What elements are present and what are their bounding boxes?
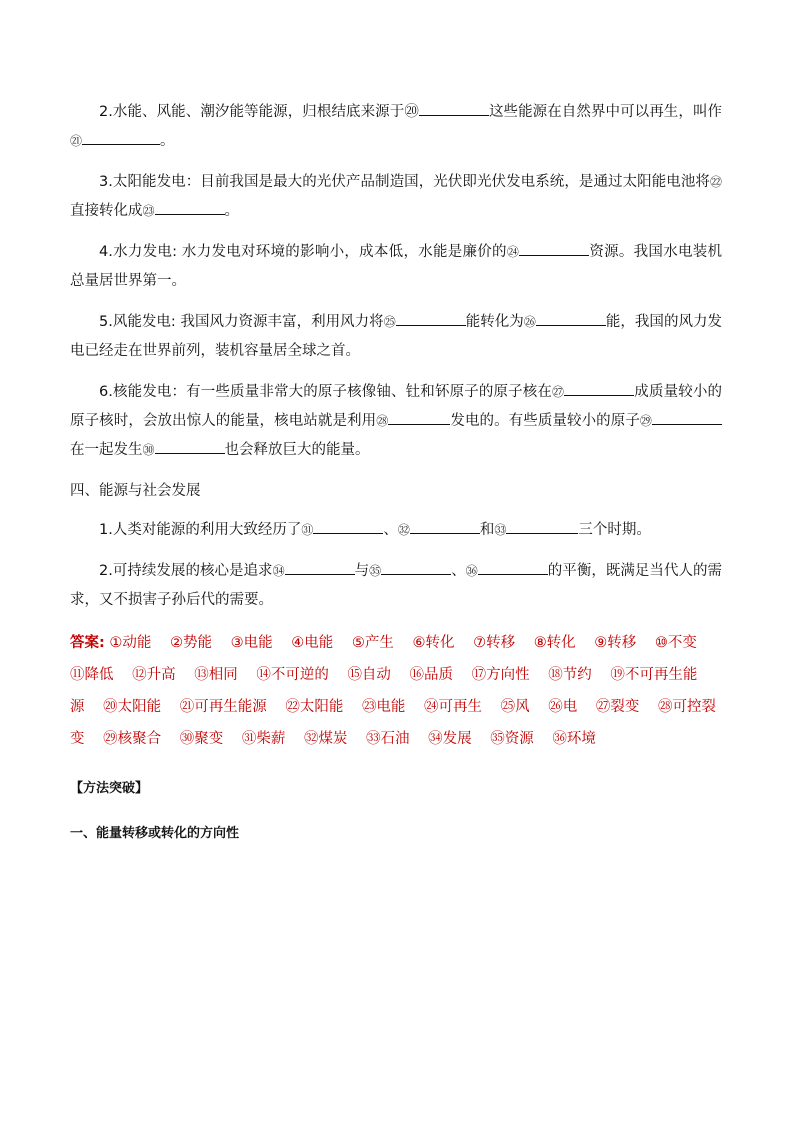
- answer-item: ㉚聚变: [179, 731, 224, 747]
- text: 能转化为: [465, 314, 524, 330]
- method-title: 【方法突破】: [70, 781, 149, 796]
- answer-block: [70, 627, 722, 755]
- answer-item: ㉑可再生能源: [179, 699, 267, 715]
- answer-item: ⑧转化: [533, 635, 576, 651]
- text: 5.风能发电: 我国风力资源丰富，利用风力将: [99, 314, 384, 330]
- fill-blank[interactable]: [506, 519, 578, 534]
- circle-number: ㉝: [494, 523, 507, 537]
- paragraph-5: [70, 308, 722, 366]
- circle-number: ㉖: [523, 315, 536, 329]
- text: 也会释放巨大的能量。: [224, 442, 370, 458]
- answer-item: ①动能: [109, 635, 152, 651]
- answer-item: ⑬相同: [194, 667, 238, 683]
- paragraph-2: [70, 98, 722, 156]
- answer-item: ③电能: [230, 635, 273, 651]
- text: 2.可持续发展的核心是追求: [99, 563, 273, 579]
- circle-number: ㉛: [301, 523, 314, 537]
- text: 、: [383, 522, 398, 538]
- paragraph-6: [70, 378, 722, 465]
- answer-item: ⑮自动: [347, 667, 391, 683]
- text: 。: [160, 133, 175, 149]
- fill-blank[interactable]: [313, 519, 383, 534]
- text: 4.水力发电: 水力发电对环境的影响小，成本低，水能是廉价的: [99, 244, 507, 260]
- text: 6.核能发电：有一些质量非常大的原子核像铀、钍和钚原子的原子核在: [99, 384, 553, 400]
- fill-blank[interactable]: [564, 381, 634, 396]
- fill-blank[interactable]: [285, 560, 355, 575]
- text: 在一起发生: [70, 442, 143, 458]
- fill-blank[interactable]: [652, 410, 722, 425]
- fill-blank[interactable]: [381, 560, 451, 575]
- answer-item: ㉝石油: [366, 731, 410, 747]
- text: 三个时期。: [578, 522, 651, 538]
- text: 发电的。有些质量较小的原子: [450, 413, 640, 429]
- fill-blank[interactable]: [519, 241, 589, 256]
- circle-number: ⑳: [404, 104, 419, 120]
- circle-number: ㉗: [552, 385, 565, 399]
- fill-blank[interactable]: [155, 200, 225, 215]
- text: 直接转化成: [70, 203, 143, 219]
- answer-item: ⑯品质: [409, 667, 454, 683]
- answer-item: ⑩不变: [654, 635, 697, 651]
- text: 资源。我国水电装机总量居世界第一。: [70, 244, 722, 289]
- answer-item: ㉗裂变: [595, 699, 640, 715]
- answer-item: ㉕风: [500, 699, 530, 715]
- answer-item: ⑳太阳能: [103, 699, 162, 715]
- answer-item: ㉔可再生: [424, 699, 483, 715]
- circle-number: ㉘: [376, 414, 389, 428]
- circle-number: ㉑: [70, 134, 83, 148]
- document-page: [70, 98, 722, 841]
- paragraph-4-1: [70, 516, 722, 545]
- answer-item: ㉜煤炭: [303, 731, 348, 747]
- answer-item: ㉟资源: [490, 731, 534, 747]
- answer-item: ㉖电: [548, 699, 578, 715]
- fill-blank[interactable]: [155, 439, 225, 454]
- answer-item: ⑭不可逆的: [256, 667, 329, 683]
- answer-item: ㉓电能: [361, 699, 406, 715]
- circle-number: ㉒: [709, 175, 722, 189]
- text: 、: [451, 563, 466, 579]
- answer-item: ㉛柴薪: [241, 731, 286, 747]
- answer-item: ⑦转移: [473, 635, 516, 651]
- answer-item: ㉙核聚合: [103, 731, 162, 747]
- circle-number: ㉜: [397, 523, 410, 537]
- answer-item: ㉞发展: [428, 731, 472, 747]
- text: 2.水能、风能、潮汐能等能源，归根结底来源于: [99, 104, 405, 120]
- text: 3.太阳能发电：目前我国是最大的光伏产品制造国，光伏即光伏发电系统，是通过太阳能电池将: [99, 174, 710, 190]
- fill-blank[interactable]: [536, 311, 606, 326]
- answer-item: ⑤产生: [351, 635, 394, 651]
- answer-item: ②势能: [170, 635, 213, 651]
- text: 能，我国的风力发电已经走在世界前列，装机容量居全球之首。: [70, 314, 723, 359]
- answer-item: ⑨转移: [594, 635, 637, 651]
- answer-item: ⑰方向性: [471, 667, 530, 683]
- fill-blank[interactable]: [419, 101, 489, 116]
- answer-item: ㉒太阳能: [285, 699, 344, 715]
- answer-item: ④电能: [291, 635, 334, 651]
- circle-number: ㉞: [272, 564, 285, 578]
- answer-item: ㊱环境: [552, 731, 596, 747]
- section-heading: 四、能源与社会发展: [70, 483, 201, 499]
- text: 。: [224, 203, 240, 219]
- fill-blank[interactable]: [478, 560, 548, 575]
- method-subtitle: 一、能量转移或转化的方向性: [70, 826, 240, 841]
- circle-number: ㉔: [506, 245, 520, 259]
- answer-item: ⑱节约: [548, 667, 592, 683]
- fill-blank[interactable]: [396, 311, 466, 326]
- paragraph-4-2: [70, 557, 722, 615]
- fill-blank[interactable]: [410, 519, 480, 534]
- fill-blank[interactable]: [82, 130, 160, 145]
- answer-item: ㉘可控裂变: [70, 699, 716, 747]
- text: 和: [479, 522, 495, 538]
- circle-number: ㉙: [639, 414, 652, 428]
- fill-blank[interactable]: [388, 410, 450, 425]
- circle-number: ㉚: [142, 443, 155, 457]
- answer-item: ⑲不可再生能源: [70, 667, 698, 715]
- text: 这些能源在自然界中可以再生，叫作: [488, 104, 723, 120]
- text: 成质量较小的原子核时，会放出惊人的能量，核电站就是利用: [70, 384, 722, 429]
- circle-number: ㉕: [383, 315, 396, 329]
- text: 的平衡，既满足当代人的需求，又不损害子孙后代的需要。: [70, 563, 723, 608]
- text: 1.人类对能源的利用大致经历了: [99, 522, 302, 538]
- paragraph-3: [70, 168, 722, 226]
- answer-label: 答案:: [70, 635, 105, 651]
- answer-item: ⑥转化: [412, 635, 455, 651]
- answer-item: ⑫升高: [132, 667, 176, 683]
- circle-number: ㉟: [369, 564, 382, 578]
- circle-number: ㉓: [142, 204, 155, 218]
- paragraph-4: [70, 238, 722, 296]
- answer-list: [70, 635, 716, 747]
- answer-item: ⑪降低: [70, 667, 114, 683]
- circle-number: ㊱: [465, 564, 478, 578]
- text: 与: [354, 563, 370, 579]
